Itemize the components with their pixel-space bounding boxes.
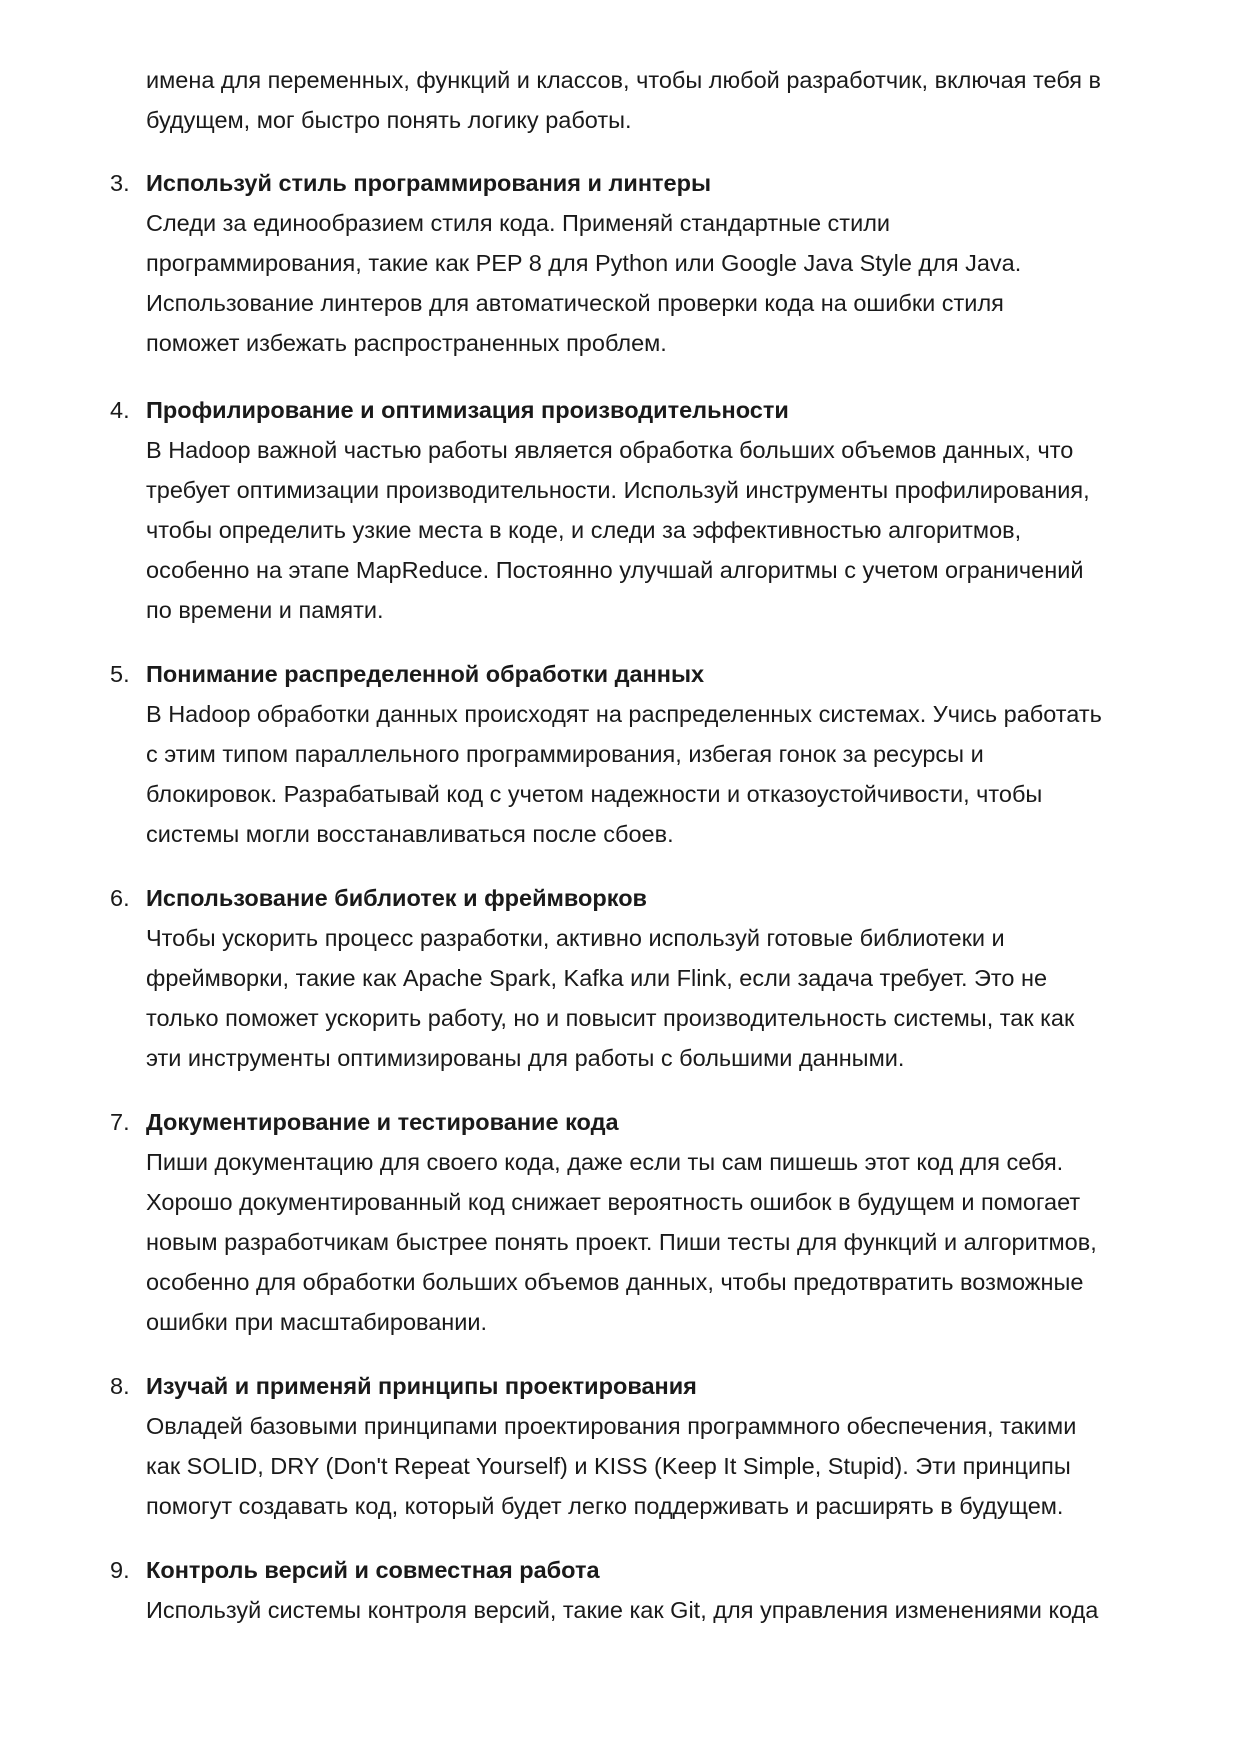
body-line: Хорошо документированный код снижает вероятность ошибок в будущем и помогает xyxy=(146,1189,1081,1215)
list-item-number: 4. xyxy=(110,397,130,423)
body-line: блокировок. Разрабатывай код с учетом надежности и отказоустойчивости, чтобы xyxy=(146,781,1043,807)
list-item-body xyxy=(110,1590,1170,1630)
body-line: особенно для обработки больших объемов данных, чтобы предотвратить возможные xyxy=(146,1269,1084,1295)
list-item-title: Понимание распределенной обработки данных xyxy=(146,661,705,687)
list-item-number: 3. xyxy=(110,170,130,196)
list-item-heading xyxy=(110,163,1170,203)
list-item-body xyxy=(110,203,1170,363)
list-item-number: 6. xyxy=(110,885,130,911)
list-item-number: 9. xyxy=(110,1557,130,1583)
list-item-title: Используй стиль программирования и линтеры xyxy=(146,170,712,196)
list-item-body xyxy=(110,694,1170,854)
body-line: В Hadoop обработки данных происходят на распределенных системах. Учись работать xyxy=(146,701,1102,727)
body-line: Чтобы ускорить процесс разработки, активно используй готовые библиотеки и xyxy=(146,925,1005,951)
body-line: с этим типом параллельного программирования, избегая гонок за ресурсы и xyxy=(146,741,984,767)
list-item-heading xyxy=(110,1102,1170,1142)
body-line: ошибки при масштабировании. xyxy=(146,1309,488,1335)
body-line: новым разработчикам быстрее понять проект. Пиши тесты для функций и алгоритмов, xyxy=(146,1229,1097,1255)
list-item-title: Изучай и применяй принципы проектирования xyxy=(146,1373,697,1399)
body-line: только поможет ускорить работу, но и повысит производительность системы, так как xyxy=(146,1005,1075,1031)
body-line: программирования, такие как PEP 8 для Python или Google Java Style для Java. xyxy=(146,250,1022,276)
body-line: системы могли восстанавливаться после сбоев. xyxy=(146,821,674,847)
list-item-7 xyxy=(110,1102,1170,1342)
body-line: чтобы определить узкие места в коде, и следи за эффективностью алгоритмов, xyxy=(146,517,1022,543)
list-item-8 xyxy=(110,1366,1170,1526)
intro-paragraph xyxy=(146,60,1166,140)
body-line: особенно на этапе MapReduce. Постоянно улучшай алгоритмы с учетом ограничений xyxy=(146,557,1084,583)
list-item-3 xyxy=(110,163,1170,363)
body-line: фреймворки, такие как Apache Spark, Kafka или Flink, если задача требует. Это не xyxy=(146,965,1048,991)
list-item-heading xyxy=(110,654,1170,694)
list-item-number: 7. xyxy=(110,1109,130,1135)
list-item-heading xyxy=(110,390,1170,430)
intro-line: будущем, мог быстро понять логику работы. xyxy=(146,107,632,133)
list-item-9 xyxy=(110,1550,1170,1630)
list-item-number: 5. xyxy=(110,661,130,687)
list-item-body xyxy=(110,918,1170,1078)
list-item-title: Профилирование и оптимизация производительности xyxy=(146,397,789,423)
list-item-title: Документирование и тестирование кода xyxy=(146,1109,619,1135)
list-item-body xyxy=(110,1406,1170,1526)
body-line: Используй системы контроля версий, такие как Git, для управления изменениями кода xyxy=(146,1597,1099,1623)
body-line: В Hadoop важной частью работы является обработка больших объемов данных, что xyxy=(146,437,1074,463)
body-line: Следи за единообразием стиля кода. Применяй стандартные стили xyxy=(146,210,891,236)
body-line: требует оптимизации производительности. Используй инструменты профилирования, xyxy=(146,477,1090,503)
list-item-6 xyxy=(110,878,1170,1078)
list-item-number: 8. xyxy=(110,1373,130,1399)
list-item-body xyxy=(110,430,1170,630)
list-item-title: Контроль версий и совместная работа xyxy=(146,1557,600,1583)
list-item-5 xyxy=(110,654,1170,854)
list-item-title: Использование библиотек и фреймворков xyxy=(146,885,647,911)
body-line: Использование линтеров для автоматической проверки кода на ошибки стиля xyxy=(146,290,1004,316)
list-item-heading xyxy=(110,878,1170,918)
body-line: поможет избежать распространенных проблем. xyxy=(146,330,667,356)
list-item-heading xyxy=(110,1550,1170,1590)
body-line: по времени и памяти. xyxy=(146,597,384,623)
list-item-4 xyxy=(110,390,1170,630)
intro-line: имена для переменных, функций и классов, чтобы любой разработчик, включая тебя в xyxy=(146,67,1101,93)
list-item-body xyxy=(110,1142,1170,1342)
body-line: Пиши документацию для своего кода, даже если ты сам пишешь этот код для себя. xyxy=(146,1149,1064,1175)
body-line: эти инструменты оптимизированы для работы с большими данными. xyxy=(146,1045,905,1071)
list-item-heading xyxy=(110,1366,1170,1406)
body-line: Овладей базовыми принципами проектирования программного обеспечения, такими xyxy=(146,1413,1077,1439)
body-line: помогут создавать код, который будет легко поддерживать и расширять в будущем. xyxy=(146,1493,1064,1519)
body-line: как SOLID, DRY (Don't Repeat Yourself) и KISS (Keep It Simple, Stupid). Эти принципы xyxy=(146,1453,1071,1479)
